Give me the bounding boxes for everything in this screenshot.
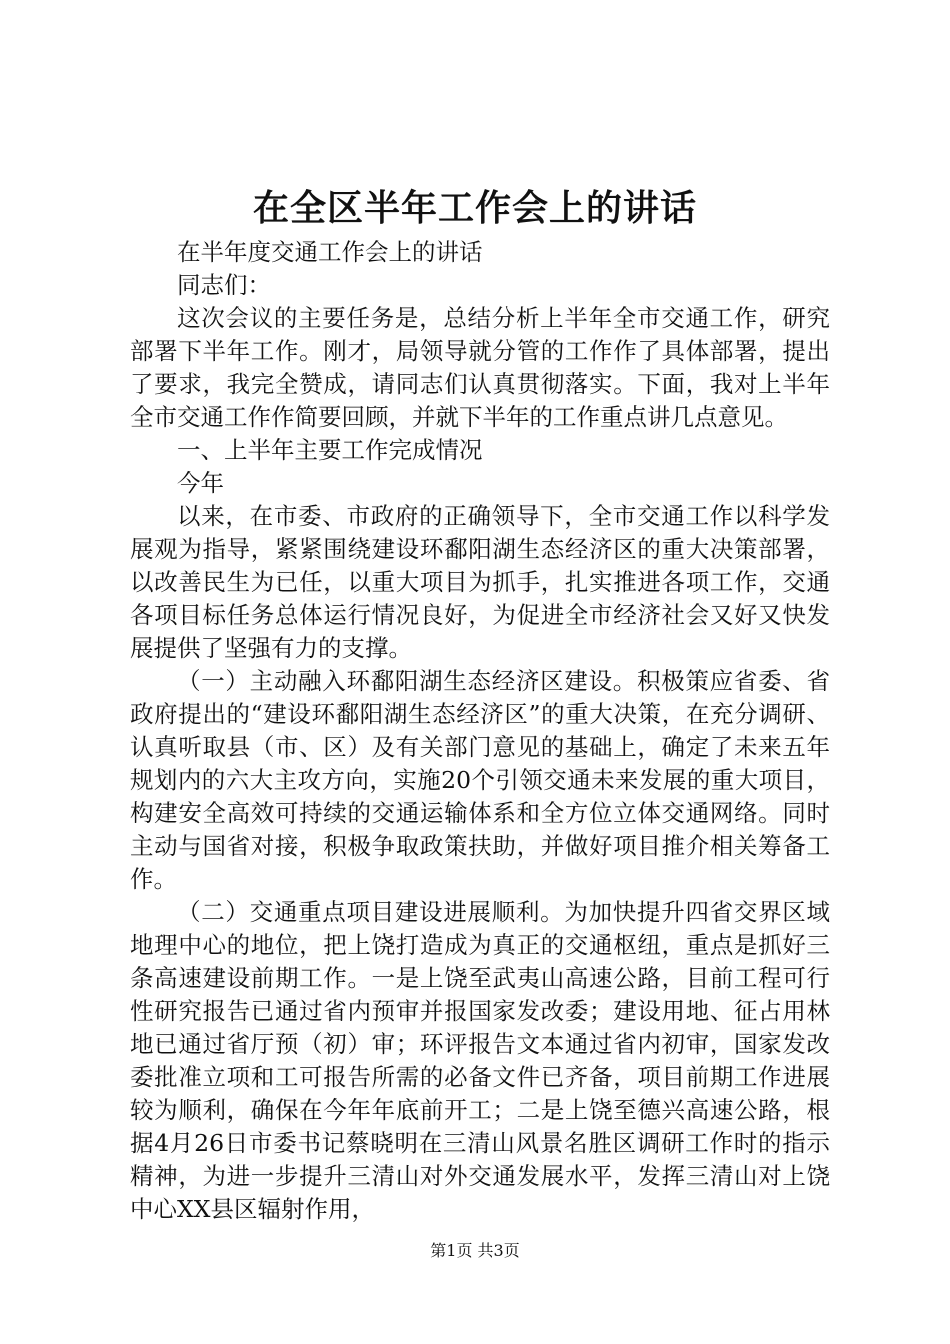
paragraph-this-year: 今年 bbox=[177, 469, 224, 497]
paragraph-overview: 以来，在市委、市政府的正确领导下，全市交通工作以科学发展观为指导，紧紧围绕建设环鄱阳湖生态经济区的重大决策部署，以改善民生为已任，以重大项目为抓手，扎实推进各项工作，交通各项目标任务总体运行情况良好，为促进全市经济社会又好又快发展提供了坚强有力的支撑。 bbox=[130, 502, 830, 662]
page-footer: 第1页 共3页 bbox=[430, 1241, 520, 1260]
paragraph-subtitle: 在半年度交通工作会上的讲话 bbox=[177, 238, 483, 266]
paragraph-intro: 这次会议的主要任务是，总结分析上半年全市交通工作，研究部署下半年工作。刚才，局领导就分管的工作作了具体部署，提出了要求，我完全赞成，请同志们认真贯彻落实。下面，我对上半年全市交通工作作简要回顾，并就下半年的工作重点讲几点意见。 bbox=[130, 304, 830, 431]
document-body bbox=[130, 236, 830, 1226]
paragraph-item-1: （一）主动融入环鄱阳湖生态经济区建设。积极策应省委、省政府提出的“建设环鄱阳湖生态经济区”的重大决策，在充分调研、认真听取县（市、区）及有关部门意见的基础上，确定了未来五年规划内的六大主攻方向，实施20个引领交通未来发展的重大项目，构建安全高效可持续的交通运输体系和全方位立体交通网络。同时主动与国省对接，积极争取政策扶助，并做好项目推介相关筹备工作。 bbox=[130, 667, 830, 893]
document-title: 在全区半年工作会上的讲话 bbox=[252, 187, 697, 229]
section-heading-1: 一、上半年主要工作完成情况 bbox=[177, 436, 483, 464]
paragraph-item-2: （二）交通重点项目建设进展顺利。为加快提升四省交界区域地理中心的地位，把上饶打造成为真正的交通枢纽，重点是抓好三条高速建设前期工作。一是上饶至武夷山高速公路，目前工程可行性研究报告已通过省内预审并报国家发改委；建设用地、征占用林地已通过省厅预（初）审；环评报告文本通过省内初审，国家发改委批准立项和工可报告所需的必备文件已齐备，项目前期工作进展较为顺利，确保在今年年底前开工；二是上饶至德兴高速公路，根据4月26日市委书记蔡晓明在三清山风景名胜区调研工作时的指示精神，为进一步提升三清山对外交通发展水平，发挥三清山对上饶中心XX县区辐射作用， bbox=[130, 898, 830, 1223]
paragraph-salutation: 同志们： bbox=[177, 271, 271, 299]
